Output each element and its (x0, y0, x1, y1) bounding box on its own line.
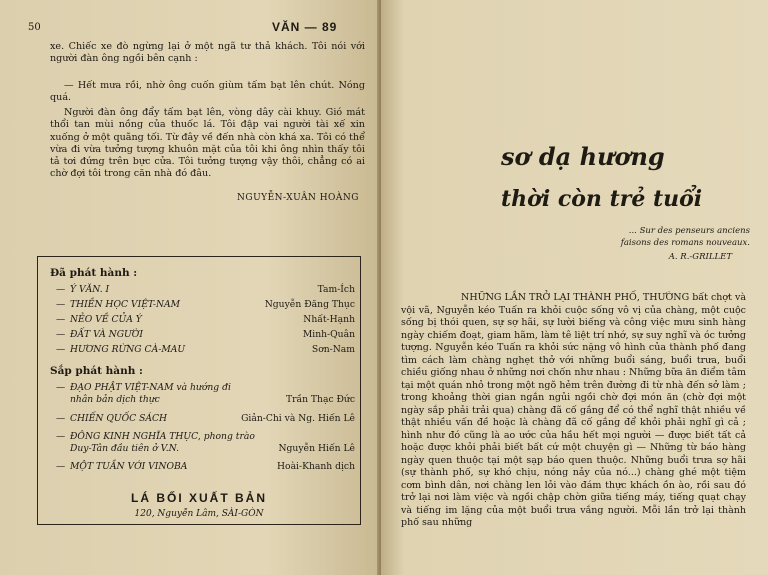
forthcoming-item: — ĐÔNG KINH NGHĨA THỤC, phong trào Duy-Tân đầu tiên ở V.N. Nguyễn Hiến Lê (56, 431, 355, 454)
paragraph-1: xe. Chiếc xe đò ngừng lại ở một ngã tư thả khách. Tôi nói với người đàn ông ngồi bên cạnh : (50, 41, 365, 65)
publisher-address: 120, Nguyễn Lâm, SÀI-GÒN (134, 509, 264, 519)
paragraph-3: Người đàn ông đẩy tấm bạt lên, vòng dây cài khuy. Gió mát thổi tan mùi nồng của thuốc lá. Tôi đập vai người tài xế xin xuống ở một quãng tối. Từ đây về đến nhà còn khá xa. Tôi có thể vừa đi vừa tưởng tượng khuôn mặt của tôi khi ông nhìn thấy tôi tả tơi đứng trên bực cửa. Tôi tưởng tượng vậy thôi, chẳng có ai chờ đợi tôi trong căn nhà đó đâu. (50, 107, 365, 180)
forthcoming-item: — CHIẾN QUỐC SÁCH Giản-Chi và Ng. Hiến Lê (56, 413, 355, 424)
left-page (0, 0, 381, 575)
story-body-text: NHỮNG LẦN TRỞ LẠI THÀNH PHỐ, THƯỜNG bất chợt và vội vã, Nguyễn kéo Tuấn ra khỏi cuộc sống vô vị của chàng, một cuộc sống bị thói quen, sự sợ hãi, sự lười biếng và công việc mưu sinh hàng ngày chiếm đoạt, giam hãm, làm tê liệt trí nhớ, sự suy nghĩ và óc tưởng tượng. Nguyễn kéo Tuấn ra khỏi sức nặng vô hình của thành phố đang tìm cách làm chàng nghẹt thở với những buổi sáng, buổi trưa, buổi chiều giống nhau ở những nơi chốn như nhau : Những bữa ăn điểm tâm tại một quán nhỏ trong một ngõ hẻm trên đường đi từ nhà đến sở làm ; trong khoảng thời gian ngắn ngủi ngồi chờ đợi món ăn (chờ đợi một ngày sắp phải trải qua) chàng đã cố gắng để có thể nghĩ thật nhiều về thật nhiều vấn đề hoặc là chàng đã cố gắng để khỏi phải nghĩ gì cả ; hình như đó cũng là ao ước của hầu hết mọi người — được biết tất cả hoặc được khỏi phải biết bất cứ một chuyện gì — Những từ báo hàng ngày quen thuộc tại một sạp báo quen thuộc. Những buổi trưa sợ hãi (sự thành phố, sự khó chịu, nóng nảy của nó...) chàng ghé một tiệm cơm bình dân, nơi chàng len lỏi vào đám thực khách ồn ào, rồi sau đó trở lại nơi làm việc và ngồi chập chờn giữa tiếng máy, tiếng quạt chạy và tiếng im lặng của một buổi trưa vắng người. Mỗi lần trở lại thành phố sau những (401, 292, 746, 528)
published-heading: Đã phát hành : (50, 267, 138, 279)
forthcoming-item: — MỘT TUẦN VỚI VINOBA Hoài-Khanh dịch (56, 461, 355, 472)
published-item: — ĐẤT VÀ NGƯỜI Minh-Quân (56, 329, 355, 340)
published-item: — HƯƠNG RỪNG CÀ-MAU Sơn-Nam (56, 344, 355, 355)
epigraph-author: A. R.-GRILLET (668, 252, 732, 262)
forthcoming-heading: Sắp phát hành : (50, 365, 143, 377)
story-title-line-2: thời còn trẻ tuổi (501, 186, 703, 212)
right-page (381, 0, 768, 575)
paragraph-2: — Hết mưa rồi, nhờ ông cuốn giùm tấm bạt lên chút. Nóng quá. (50, 80, 365, 104)
epigraph-line-2: faisons des romans nouveaux. (620, 238, 750, 248)
published-item: — NẺO VỀ CỦA Ý Nhất-Hạnh (56, 314, 355, 325)
author-signature: NGUYỄN-XUÂN HOÀNG (237, 193, 359, 203)
published-item: — Ý VĂN. I Tam-Ích (56, 284, 355, 295)
publisher-name: LÁ BỐI XUẤT BẢN (131, 491, 267, 505)
published-item: — THIỀN HỌC VIỆT-NAM Nguyễn Đăng Thục (56, 299, 355, 310)
page-number: 50 (28, 22, 41, 33)
forthcoming-item: — ĐẠO PHẬT VIỆT-NAM và hướng đi nhân bản dịch thực Trần Thạc Đức (56, 382, 355, 405)
running-head: VĂN — 89 (272, 20, 338, 34)
publisher-ad-box (37, 256, 361, 525)
epigraph-line-1: ... Sur des penseurs anciens (628, 226, 750, 236)
story-title-line-1: sơ dạ hương (501, 142, 665, 171)
